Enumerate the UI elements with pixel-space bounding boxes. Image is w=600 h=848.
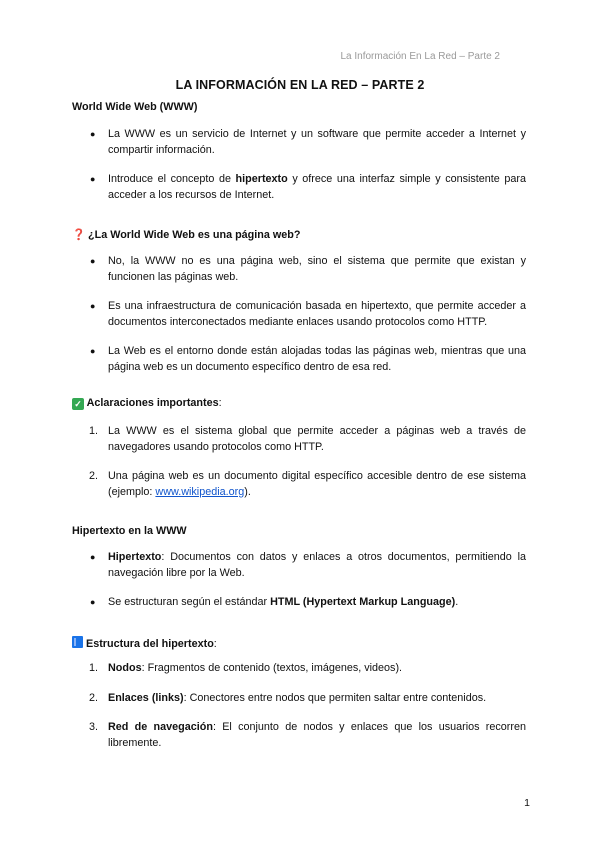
section-heading-estructura: Estructura del hipertexto:: [72, 636, 217, 650]
bullet-marker: ●: [90, 552, 96, 562]
list-item: ● Hipertexto: Documentos con datos y enlaces a otros documentos, permitiendo la navegación libre por la Web.: [90, 551, 526, 579]
list-item: ● Es una infraestructura de comunicación basada en hipertexto, que permite acceder a documentos interconectados mediante enlaces usando protocolos como HTTP.: [90, 300, 526, 328]
list-item: 2. Enlaces (links): Conectores entre nodos que permiten saltar entre contenidos.: [72, 691, 526, 707]
list-item: 1. La WWW es el sistema global que permite acceder a páginas web a través de navegadores usando protocolos como HTTP.: [89, 425, 526, 453]
question-icon: ❓: [72, 229, 86, 241]
book-icon: [72, 636, 83, 648]
list-item: 3. Red de navegación: El conjunto de nodos y enlaces que los usuarios recorren libremente.: [89, 721, 526, 749]
page-title: LA INFORMACIÓN EN LA RED – PARTE 2: [175, 78, 425, 92]
list-number: 1.: [89, 425, 99, 437]
list-item: ● La WWW es un servicio de Internet y un software que permite acceder a Internet y compartir información.: [90, 128, 526, 156]
list-item: ● No, la WWW no es una página web, sino el sistema que permite que existan y funcionen las páginas web.: [90, 255, 526, 283]
section-heading-question: ❓ ¿La World Wide Web es una página web?: [72, 229, 301, 241]
aclaraciones-numbered-list: [72, 424, 526, 500]
estructura-numbered-list: [72, 661, 526, 751]
list-number: 1.: [89, 662, 99, 674]
list-item: ● La Web es el entorno donde están alojadas todas las páginas web, mientras que una página web es un documento específico dentro de esa red.: [90, 345, 526, 373]
www-bullet-list: [72, 127, 526, 203]
hipertexto-bullet-list: [72, 550, 526, 611]
page-number: 1: [524, 797, 530, 809]
list-item: ● Se estructuran según el estándar HTML (Hypertext Markup Language).: [72, 595, 526, 611]
check-icon: ✓: [72, 398, 84, 410]
bullet-marker: ●: [90, 256, 96, 266]
question-bullet-list: [72, 254, 526, 375]
list-number: 2.: [89, 691, 99, 704]
section-heading-www: World Wide Web (WWW): [72, 101, 198, 113]
bullet-marker: ●: [90, 301, 96, 311]
bullet-marker: ●: [90, 597, 96, 607]
list-item: ● Introduce el concepto de hipertexto y ofrece una interfaz simple y consistente para acceder a los recursos de Internet.: [90, 173, 526, 201]
bullet-marker: ●: [90, 174, 96, 184]
list-number: 3.: [89, 721, 99, 733]
bullet-marker: ●: [90, 346, 96, 356]
running-header: La Información En La Red – Parte 2: [340, 51, 500, 62]
wikipedia-link[interactable]: www.wikipedia.org: [155, 485, 245, 498]
list-item: 2. Una página web es un documento digital específico accesible dentro de ese sistema (ejemplo: www.wikipedia.org).: [89, 470, 526, 498]
section-heading-hipertexto: Hipertexto en la WWW: [72, 525, 187, 537]
list-item: 1. Nodos: Fragmentos de contenido (textos, imágenes, videos).: [72, 661, 526, 677]
section-heading-aclaraciones: ✓ Aclaraciones importantes:: [72, 397, 222, 410]
list-number: 2.: [89, 470, 99, 482]
bullet-marker: ●: [90, 129, 96, 139]
